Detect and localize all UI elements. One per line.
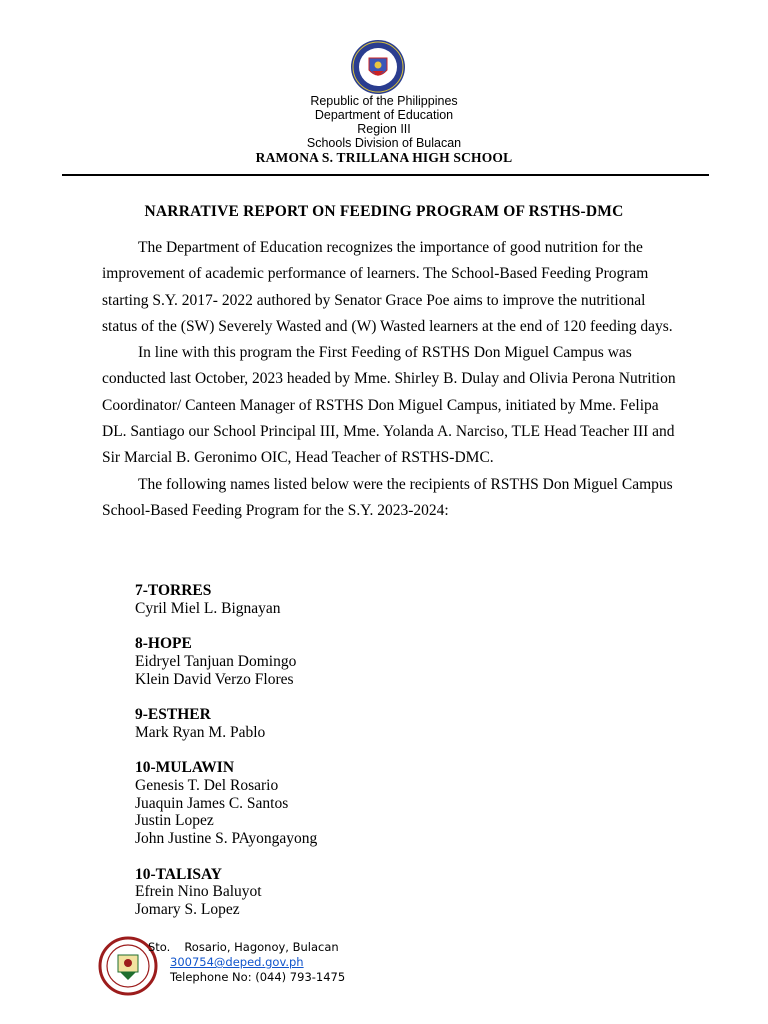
address-prefix: Sto. — [148, 940, 171, 954]
section-block — [135, 706, 585, 742]
student-name: Genesis T. Del Rosario — [135, 776, 279, 794]
student-name: Eidryel Tanjuan Domingo — [135, 652, 297, 670]
section-block — [135, 582, 585, 618]
section-name: 10-MULAWIN — [135, 759, 235, 777]
header-republic: Republic of the Philippines — [310, 94, 458, 108]
footer-email-line — [148, 955, 345, 970]
section-block — [135, 866, 585, 919]
header-school-name: RAMONA S. TRILLANA HIGH SCHOOL — [255, 150, 513, 165]
header-region: Region III — [357, 122, 411, 136]
paragraph-intro: The Department of Education recognizes the importance of good nutrition for the improvement of academic performance of learners. The School-Based Feeding Program starting S.Y. 2017- 2022 authored by Senator Grace Poe aims to improve the nutritional status of the (SW) Severely Wasted and (W) Wasted learners at the end of 120 feeding days. — [102, 239, 673, 335]
section-name: 9-ESTHER — [135, 705, 211, 723]
footer-address — [148, 940, 345, 955]
report-title: NARRATIVE REPORT ON FEEDING PROGRAM OF RSTHS-DMC — [144, 203, 624, 220]
header-division: Schools Division of Bulacan — [306, 136, 462, 150]
section-name: 10-TALISAY — [135, 865, 222, 883]
deped-seal-icon — [343, 38, 413, 96]
section-block — [135, 759, 585, 848]
footer-telephone: Telephone No: (044) 793-1475 — [170, 970, 346, 984]
header-divider — [62, 174, 709, 176]
section-name: 8-HOPE — [135, 635, 192, 653]
student-name: Efrein Nino Baluyot — [135, 883, 262, 901]
letterhead — [0, 94, 768, 166]
section-name: 7-TORRES — [135, 582, 212, 599]
student-name: John Justine S. PAyongayong — [135, 830, 318, 848]
student-name: Cyril Miel L. Bignayan — [135, 599, 281, 617]
student-name: Justin Lopez — [135, 812, 214, 830]
header-department: Department of Education — [314, 108, 454, 122]
recipient-list — [135, 582, 585, 936]
address-text: Rosario, Hagonoy, Bulacan — [184, 940, 339, 954]
student-name: Klein David Verzo Flores — [135, 670, 294, 688]
paragraph-recipients: The following names listed below were the recipients of RSTHS Don Miguel Campus School-Based Feeding Program for the S.Y. 2023-2024: — [102, 475, 673, 519]
student-name: Jomary S. Lopez — [135, 901, 240, 919]
student-name: Mark Ryan M. Pablo — [135, 723, 266, 741]
student-name: Juaquin James C. Santos — [135, 794, 289, 812]
footer-contact — [148, 940, 345, 985]
paragraph-program: In line with this program the First Feeding of RSTHS Don Miguel Campus was conducted last October, 2023 headed by Mme. Shirley B. Dulay and Olivia Perona Nutrition Coordinator/ Canteen Manager of RSTHS Don Miguel Campus, initiated by Mme. Felipa DL. Santiago our School Principal III, Mme. Yolanda A. Narciso, TLE Head Teacher III and Sir Marcial B. Geronimo OIC, Head Teacher of RSTHS-DMC. — [102, 344, 676, 467]
email-link[interactable]: 300754@deped.gov.ph — [170, 955, 304, 969]
section-block — [135, 635, 585, 688]
report-body — [102, 235, 682, 524]
